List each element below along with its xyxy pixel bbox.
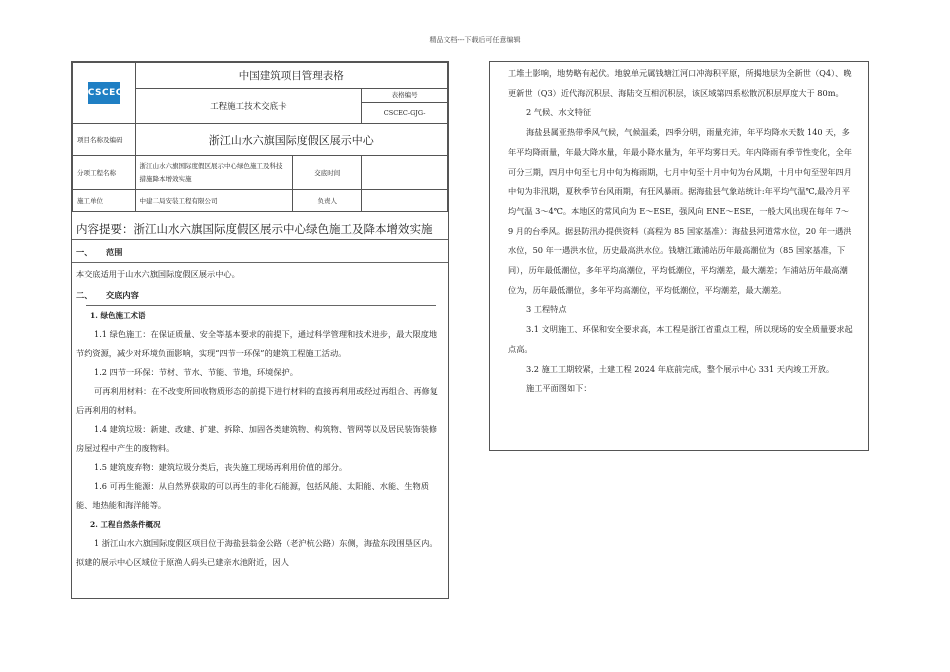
- paragraph-climate: 海盐县属亚热带季风气候，气候温柔，四季分明，雨量充沛，年平均降水天数 140 天，多年平均降雨量，年最大降水量，年最小降水量为，年平均雾日天。年内降雨有季节性变化，全年可分三期，四月中旬至七月中旬为梅雨期，七月中旬至十月中旬为台风期，十月中旬至翌年四月中旬为非汛期，夏秋季节台风雨期，有狂风暴雨。据海盐县气象站统计:年平均气温℃,最冷月平均气温 3～4℃。本地区的常风向为 E～ESE，强风向 ENE～ESE，一般大风出现在每年 7～9 月的台季风。据县防汛办提供资料（高程为 85 国家基准）：海盐县河道常水位，20 年一遇洪水位，50 年一遇洪水位，历史最高洪水位。钱塘江澉浦站历年最高潮位为（85 国家基准，下同），历年最低潮位，多年平均高潮位，平均低潮位，平均潮差，最大潮差；乍浦站历年最高潮位为，历年最低潮位，多年平均高潮位，平均低潮位，平均潮差，最大潮差。: [508, 127, 852, 295]
- form-number-label: 表格编号: [362, 89, 447, 103]
- form-number-cell: [362, 89, 448, 124]
- right-body: [490, 64, 868, 399]
- subproject-label: 分项工程名称: [73, 156, 136, 190]
- section-2-number: 二、: [76, 290, 93, 300]
- paragraph-1-3: 可再利用材料：在不改变所回收物质形态的前提下进行材料的直接再利用或经过再组合、再修复后再利用的材料。: [76, 386, 438, 415]
- project-name: 浙江山水六旗国际度假区展示中心: [135, 124, 448, 156]
- features-heading: 3 工程特点: [526, 304, 567, 315]
- logo-cell: [73, 63, 136, 124]
- paragraph-feature-1: 3.1 文明施工、环保和安全要求高，本工程是浙江省重点工程，所以现场的安全质量要求起点高。: [508, 324, 853, 354]
- section-1-number: 一、: [76, 247, 93, 257]
- unit-label: 施工单位: [73, 190, 136, 212]
- form-number-value: CSCEC-GJG-: [383, 109, 426, 117]
- project-label: 项目名称及编码: [73, 124, 136, 156]
- divider: [72, 262, 448, 263]
- form-name: 工程施工技术交底卡: [135, 89, 362, 124]
- section-1-heading: [72, 243, 448, 262]
- content-summary: 内容提要：浙江山水六旗国际度假区展示中心绿色施工及降本增效实施: [76, 222, 433, 236]
- right-panel: [489, 61, 869, 451]
- form-header-table: [72, 62, 448, 212]
- table-title: 中国建筑项目管理表格: [135, 63, 448, 89]
- climate-heading: 2 气候、水文特征: [526, 107, 592, 118]
- handover-time-value: [362, 156, 448, 190]
- left-body: [72, 219, 448, 572]
- left-panel: [71, 61, 449, 599]
- section-2-heading: [72, 286, 448, 305]
- paragraph-1-4: 1.4 建筑垃圾：新建、改建、扩建、拆除、加固各类建筑物、构筑物、管网等以及居民装饰装修房屋过程中产生的废物料。: [76, 424, 438, 453]
- unit-value: 中建二局安装工程有限公司: [135, 190, 293, 212]
- section-1-text: 本交底适用于山水六旗国际度假区展示中心。: [76, 269, 240, 279]
- paragraph-1-6: 1.6 可再生能源：从自然界获取的可以再生的非化石能源，包括风能、太阳能、水能、生物质能、地热能和海洋能等。: [76, 481, 429, 510]
- site-plan-caption: 施工平面图如下：: [526, 383, 592, 394]
- subsection-2-heading: 2. 工程自然条件概况: [90, 520, 161, 529]
- divider: [72, 239, 448, 240]
- subproject-value: 浙江山水六旗国际度假区展示中心绿色施工及科技措施降本增效实施: [135, 156, 293, 190]
- paragraph-geology: 工堆土影响，地势略有起伏。地貌单元属钱塘江河口冲海积平原，所揭地层为全新世（Q4）、晚更新世（Q3）近代海沉积层、海陆交互相沉积层，该区域第四系松散沉积层厚度大于 80m。: [508, 68, 852, 98]
- section-2-title: 交底内容: [106, 290, 139, 300]
- page-header-note: 精品文档---下载后可任意编辑: [429, 36, 521, 44]
- paragraph-1-1: 1.1 绿色施工：在保证质量、安全等基本要求的前提下，通过科学管理和技术进步，最大限度地节约资源，减少对环境负面影响，实现“四节一环保”的建筑工程施工活动。: [76, 329, 438, 358]
- subsection-1-heading: 1. 绿色施工术语: [90, 311, 146, 320]
- handover-time-label: 交底时间: [293, 156, 362, 190]
- paragraph-1-5: 1.5 建筑废弃物：建筑垃圾分类后，丧失施工现场再利用价值的部分。: [94, 462, 348, 472]
- company-logo: CSCEC: [88, 82, 120, 104]
- person-value: [362, 190, 448, 212]
- section-1-title: 范围: [106, 247, 123, 257]
- paragraph-feature-2: 3.2 施工工期较紧，土建工程 2024 年底前完成，整个展示中心 331 天内竣工开放。: [526, 363, 835, 374]
- paragraph-1-2: 1.2 四节一环保：节材、节水、节能、节地，环境保护。: [94, 367, 298, 377]
- paragraph-2-1: 1 浙江山水六旗国际度假区项目位于海盐县翁金公路（老沪杭公路）东侧，海盐东段围垦区内。拟建的展示中心区域位于原渔人码头已建亲水池附近，因人: [76, 538, 438, 567]
- person-label: 负责人: [293, 190, 362, 212]
